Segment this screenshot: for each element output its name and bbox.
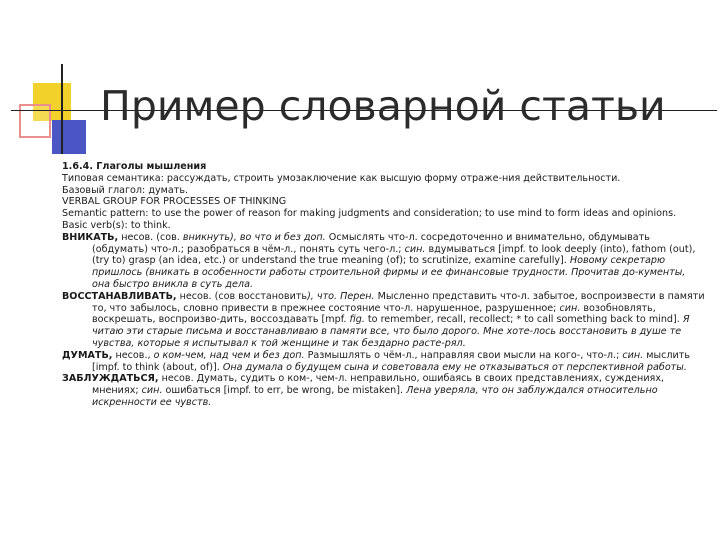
section-heading: 1.6.4. Глаголы мышления: [62, 161, 207, 172]
entry-zabluzhdatsya: [62, 373, 706, 408]
entry-italic: ), что. Перен.: [307, 290, 375, 302]
entry-italic: син.: [404, 243, 426, 255]
typical-semantics: Типовая семантика: рассуждать, строить умозаключение как высшую форму отраже-ния действительности.: [62, 172, 621, 184]
entry-example: Лена уверяла, что он заблуждался относительно искренности ее чувств.: [92, 385, 658, 408]
entry-italic: син.: [622, 349, 644, 361]
entry-text: несов.,: [112, 349, 154, 361]
entry-example: Новому секретарю пришлось (вникать в особенности работы строительной фирмы и ее финансовые трудности. Прочитав до-кументы, она быстро вникла в суть дела.: [92, 255, 686, 290]
entry-example: Она думала о будущем сына и советовала ему не отказываться от перспективной работы.: [222, 361, 687, 373]
verbal-group: VERBAL GROUP FOR PROCESSES OF THINKING: [62, 196, 287, 208]
entry-text: Осмыслять что-л. сосредоточенно и внимательно, обдумывать (обдумать) что-л.; разобраться в чём-л., понять суть чего-л.;: [92, 231, 650, 255]
entry-text: несов. Думать, судить о ком-, чем-л. неправильно, ошибаясь в своих представлениях, суждениях, мнениях;: [92, 373, 665, 397]
entry-text: Мысленно представить что-л. забытое, воспроизвести в памяти то, что забылось, словно привести в прежнее состояние что-л. нарушенное, разрушенное;: [92, 290, 705, 314]
headword: ЗАБЛУЖДАТЬСЯ,: [62, 373, 159, 385]
slide-title: Пример словарной статьи: [100, 82, 666, 130]
decor-blue-square: [52, 120, 86, 154]
headword: ВНИКАТЬ,: [62, 231, 119, 243]
entry-italic: син.: [141, 385, 163, 397]
basic-verb: Basic verb(s): to think.: [62, 219, 171, 231]
entry-vnikat: [62, 232, 706, 291]
dictionary-entry: [62, 161, 706, 409]
entry-italic: fig.: [349, 314, 365, 326]
entry-text: вдумываться [impf. to look deeply (into), fathom (out), (try to) grasp (an idea, etc.) or understand the true meaning (of); to scrutinize, examine carefully].: [92, 243, 696, 267]
entry-italic: син.: [559, 302, 581, 314]
entry-text: Размышлять о чём-л., направляя свои мысли на кого-, что-л.;: [304, 349, 623, 361]
headword: ВОССТАНАВЛИВАТЬ,: [62, 290, 177, 302]
semantic-pattern: Semantic pattern: to use the power of reason for making judgments and consideration; to use mind to form ideas and opinions.: [62, 208, 677, 220]
entry-text: несов. (сов восстановить: [176, 290, 308, 302]
entry-example: Я читаю эти старые письма и восстанавливаю в памяти все, что было дорого. Мне хоте-лось восстановить в душе те чувства, которые я испытывал к той женщине и так бездарно расте-рял.: [92, 314, 690, 349]
entry-text: мыслить [impf. to think (about, of)].: [92, 349, 690, 373]
base-verb: Базовый глагол: думать.: [62, 184, 189, 196]
entry-text: ошибаться [impf. to err, be wrong, be mistaken].: [162, 385, 407, 397]
entry-italic: о ком-чем, над чем и без доп.: [153, 349, 305, 361]
decor-vertical-line: [61, 64, 63, 154]
entry-text: to remember, recall, recollect; * to call something back to mind].: [364, 314, 683, 326]
entry-italic: вникнуть), во что и без доп.: [182, 231, 326, 243]
entry-text: возобновлять, воскрешать, воспроизво-дить, воссоздавать [mpf.: [92, 302, 656, 326]
entry-dumat: [62, 350, 706, 374]
entry-text: несов. (сов.: [118, 231, 183, 243]
headword: ДУМАТЬ,: [62, 349, 113, 361]
entry-vosstanavlivat: [62, 291, 706, 350]
